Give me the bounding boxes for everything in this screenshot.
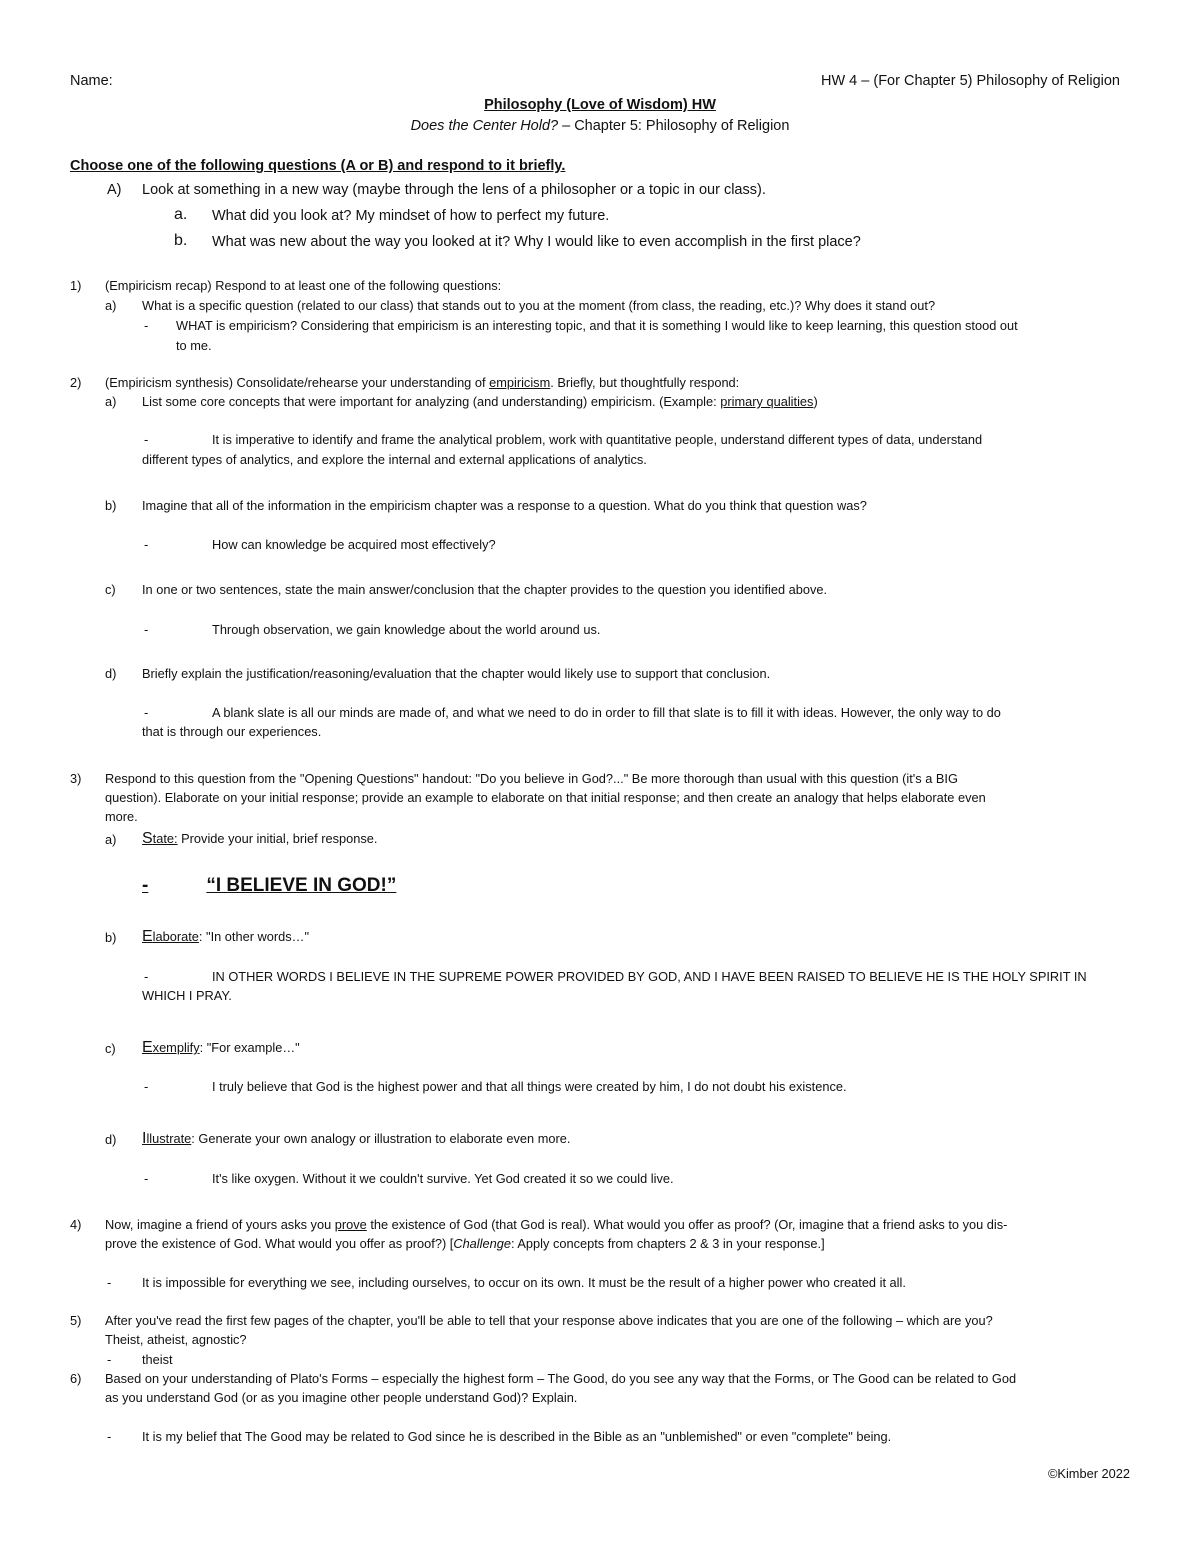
- challenge-term: Challenge: [453, 1236, 511, 1251]
- q3-c-number: c): [105, 1041, 116, 1056]
- q3-b-cap: E: [142, 928, 153, 945]
- book-title: Does the Center Hold?: [410, 118, 559, 134]
- q5-dash: -: [107, 1352, 112, 1367]
- q4-text-line2: [105, 1236, 825, 1251]
- q3-c-dash: -: [144, 1079, 149, 1094]
- q3-a-number: a): [105, 832, 117, 847]
- primary-qualities-term: primary qualities: [720, 394, 814, 409]
- name-label: Name:: [70, 73, 113, 89]
- q2-a-text-after: ): [813, 394, 818, 409]
- q1-number: 1): [70, 278, 82, 293]
- q5-text-line1: After you've read the first few pages of the chapter, you'll be able to tell that your response above indicates that you are one of the following – which are you?: [105, 1313, 993, 1328]
- q4-line2-after: : Apply concepts from chapters 2 & 3 in your response.]: [510, 1236, 825, 1251]
- q4-answer: It is impossible for everything we see, including ourselves, to occur on its own. It must be the result of a higher power who created it all.: [142, 1275, 906, 1290]
- q3-text-line1: Respond to this question from the "Opening Questions" handout: "Do you believe in God?..." Be more thorough than usual with this question (it's a BIG: [105, 771, 958, 786]
- q6-dash: -: [107, 1429, 112, 1444]
- q2-d-answer-line1: A blank slate is all our minds are made of, and what we need to do in order to fill that slate is to fill it with ideas. However, the only way to do: [212, 705, 1001, 720]
- page-subtitle: [0, 118, 1200, 134]
- q3-d-dash: -: [144, 1171, 149, 1186]
- q1-answer-line1: WHAT is empiricism? Considering that empiricism is an interesting topic, and that it is something I would like to keep learning, this question stood out: [176, 318, 1018, 333]
- q2-d-dash: -: [144, 705, 149, 720]
- q2-text-after: . Briefly, but thoughtfully respond:: [550, 375, 740, 390]
- empiricism-term: empiricism: [489, 375, 551, 390]
- q3-d-number: d): [105, 1132, 117, 1147]
- q2-b-dash: -: [144, 537, 149, 552]
- q5-number: 5): [70, 1313, 82, 1328]
- q2-d-number: d): [105, 666, 117, 681]
- q3-a-answer: “I BELIEVE IN GOD!”: [206, 875, 397, 896]
- q3-d-label: [142, 1130, 570, 1148]
- q2-c-answer: Through observation, we gain knowledge about the world around us.: [212, 622, 601, 637]
- choose-heading: Choose one of the following questions (A or B) and respond to it briefly.: [70, 158, 566, 174]
- q2-a-answer-line1: It is imperative to identify and frame the analytical problem, work with quantitative people, understand different types of data, understand: [212, 432, 983, 447]
- subtitle-rest: – Chapter 5: Philosophy of Religion: [558, 118, 790, 134]
- q3-a-text: Provide your initial, brief response.: [177, 831, 378, 846]
- prove-term: prove: [334, 1217, 367, 1232]
- q3-b-answer-line1: IN OTHER WORDS I BELIEVE IN THE SUPREME POWER PROVIDED BY GOD, AND I HAVE BEEN RAISED TO BELIEVE HE IS THE HOLY SPIRIT IN: [212, 969, 1087, 984]
- q3-number: 3): [70, 771, 82, 786]
- q5-text-line2: Theist, atheist, agnostic?: [105, 1332, 247, 1347]
- q2-d-text: Briefly explain the justification/reasoning/evaluation that the chapter would likely use to support that conclusion.: [142, 666, 771, 681]
- illustrate-term: llustrate: [146, 1131, 192, 1146]
- exemplify-term: xemplify: [152, 1040, 200, 1055]
- q3-b-text: : "In other words…": [198, 929, 310, 944]
- q4-number: 4): [70, 1217, 82, 1232]
- option-a-sub-a-text: What did you look at? My mindset of how to perfect my future.: [212, 208, 610, 224]
- q2-b-answer: How can knowledge be acquired most effectively?: [212, 537, 496, 552]
- option-a-sub-a-number: a.: [174, 206, 188, 223]
- q3-a-answer-row: [142, 875, 397, 897]
- q2-b-number: b): [105, 498, 117, 513]
- q3-text-line3: more.: [105, 809, 138, 824]
- q3-b-label: [142, 928, 309, 946]
- q2-a-dash: -: [144, 432, 149, 447]
- q3-c-text: : "For example…": [199, 1040, 300, 1055]
- q6-text-line2: as you understand God (or as you imagine other people understand God)? Explain.: [105, 1390, 578, 1405]
- q3-a-cap: S: [142, 830, 153, 847]
- q4-text-line1: [105, 1217, 1007, 1232]
- q3-text-line2: question). Elaborate on your initial response; provide an example to elaborate on that initial response; and then create an analogy that helps elaborate even: [105, 790, 986, 805]
- state-term: tate:: [152, 831, 178, 846]
- q1-a-number: a): [105, 298, 117, 313]
- hw-title: HW 4 – (For Chapter 5) Philosophy of Religion: [821, 73, 1120, 89]
- q3-c-cap: E: [142, 1039, 153, 1056]
- q3-a-label: [142, 830, 377, 848]
- option-a-sub-b-number: b.: [174, 232, 188, 249]
- q3-a-dash: -: [142, 875, 149, 896]
- option-a-number: A): [107, 182, 122, 198]
- q2-b-text: Imagine that all of the information in the empiricism chapter was a response to a question. What do you think that question was?: [142, 498, 867, 513]
- q6-answer: It is my belief that The Good may be related to God since he is described in the Bible as an "unblemished" or even "complete" being.: [142, 1429, 892, 1444]
- q2-a-number: a): [105, 394, 117, 409]
- option-a-sub-b-text: What was new about the way you looked at it? Why I would like to even accomplish in the first place?: [212, 234, 861, 250]
- q1-answer-line2: to me.: [176, 338, 212, 353]
- q3-d-text: : Generate your own analogy or illustration to elaborate even more.: [191, 1131, 571, 1146]
- q4-dash: -: [107, 1275, 112, 1290]
- q2-a-text-before: List some core concepts that were important for analyzing (and understanding) empiricism. (Example:: [142, 394, 721, 409]
- q4-line2-before: prove the existence of God. What would you offer as proof?) [: [105, 1236, 454, 1251]
- q2-c-dash: -: [144, 622, 149, 637]
- q5-answer: theist: [142, 1352, 173, 1367]
- q2-d-answer-line2: that is through our experiences.: [142, 724, 322, 739]
- q2-c-number: c): [105, 582, 116, 597]
- q3-b-dash: -: [144, 969, 149, 984]
- elaborate-term: laborate: [152, 929, 199, 944]
- q2-number: 2): [70, 375, 82, 390]
- q1-text: (Empiricism recap) Respond to at least one of the following questions:: [105, 278, 502, 293]
- q1-answer-dash: -: [144, 318, 149, 333]
- q4-line1-after: the existence of God (that God is real). What would you offer as proof? (Or, imagine that a friend asks to you dis-: [366, 1217, 1008, 1232]
- q2-c-text: In one or two sentences, state the main answer/conclusion that the chapter provides to the question you identified above.: [142, 582, 828, 597]
- q6-number: 6): [70, 1371, 82, 1386]
- q2-a-text: [142, 394, 818, 409]
- copyright-footer: ©Kimber 2022: [1048, 1466, 1130, 1481]
- q3-c-answer: I truly believe that God is the highest power and that all things were created by him, I do not doubt his existence.: [212, 1079, 847, 1094]
- q1-a-text: What is a specific question (related to our class) that stands out to you at the moment (from class, the reading, etc.)? Why does it stand out?: [142, 298, 936, 313]
- q3-d-answer: It's like oxygen. Without it we couldn't survive. Yet God created it so we could live.: [212, 1171, 674, 1186]
- q3-b-answer-line2: WHICH I PRAY.: [142, 988, 232, 1003]
- q2-text-before: (Empiricism synthesis) Consolidate/rehearse your understanding of: [105, 375, 490, 390]
- q2-text: [105, 375, 739, 390]
- q3-c-label: [142, 1039, 300, 1057]
- q3-b-number: b): [105, 930, 117, 945]
- q3-d-cap: I: [142, 1130, 147, 1147]
- page-title: Philosophy (Love of Wisdom) HW: [484, 97, 716, 113]
- q4-line1-before: Now, imagine a friend of yours asks you: [105, 1217, 335, 1232]
- option-a-text: Look at something in a new way (maybe through the lens of a philosopher or a topic in our class).: [142, 182, 766, 198]
- q6-text-line1: Based on your understanding of Plato's Forms – especially the highest form – The Good, do you see any way that the Forms, or The Good can be related to God: [105, 1371, 1017, 1386]
- q2-a-answer-line2: different types of analytics, and explore the internal and external applications of analytics.: [142, 452, 647, 467]
